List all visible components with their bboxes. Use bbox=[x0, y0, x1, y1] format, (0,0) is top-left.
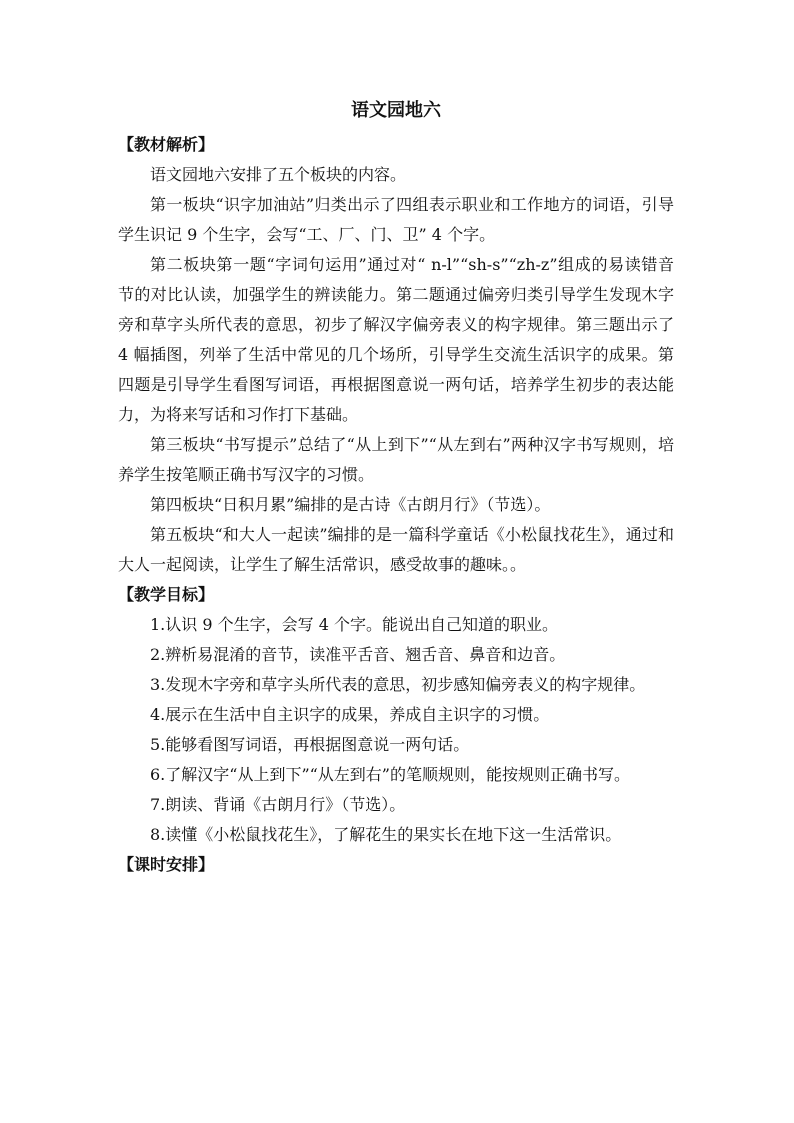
analysis-paragraph: 第三板块“书写提示”总结了“从上到下”“从左到右”两种汉字书写规则，培养学生按笔顺正确书写汉字的习惯。 bbox=[118, 435, 674, 484]
goal-item: 7.朗读、背诵《古朗月行》（节选）。 bbox=[150, 795, 406, 814]
analysis-paragraph: 第二板块第一题“字词句运用”通过对“ n-l”“sh-s”“zh-z”组成的易读错音节的对比认读，加强学生的辨读能力。第二题通过偏旁归类引导学生发现木字旁和草字头所代表的意思，初步了解汉字偏旁表义的构字规律。第三题出示了 4 幅插图，列举了生活中常见的几个场所，引导学生交流生活识字的成果。第四题是引导学生看图写词语，再根据图意说一两句话，培养学生初步的表达能力，为将来写话和习作打下基础。 bbox=[118, 255, 674, 424]
section-heading-textbook-analysis: 【教材解析】 bbox=[118, 135, 215, 154]
goal-item: 8.读懂《小松鼠找花生》，了解花生的果实长在地下这一生活常识。 bbox=[150, 825, 622, 844]
analysis-paragraph: 第一板块“识字加油站”归类出示了四组表示职业和工作地方的词语，引导学生识记 9 个生字，会写“工、厂、门、卫” 4 个字。 bbox=[118, 195, 674, 244]
document-title: 语文园地六 bbox=[351, 100, 441, 121]
document-body bbox=[118, 96, 674, 880]
goal-item: 6.了解汉字“从上到下”“从左到右”的笔顺规则，能按规则正确书写。 bbox=[150, 765, 630, 784]
analysis-paragraph: 第四板块“日积月累”编排的是古诗《古朗月行》（节选）。 bbox=[150, 495, 551, 514]
analysis-paragraph: 语文园地六安排了五个板块的内容。 bbox=[150, 165, 407, 184]
goal-item: 1.认识 9 个生字，会写 4 个字。能说出自己知道的职业。 bbox=[150, 615, 558, 634]
section-heading-class-schedule: 【课时安排】 bbox=[118, 855, 215, 874]
analysis-paragraph: 第五板块“和大人一起读”编排的是一篇科学童话《小松鼠找花生》，通过和大人一起阅读，让学生了解生活常识，感受故事的趣味。。 bbox=[118, 525, 674, 574]
goal-item: 5.能够看图写词语，再根据图意说一两句话。 bbox=[150, 735, 470, 754]
goal-item: 3.发现木字旁和草字头所代表的意思，初步感知偏旁表义的构字规律。 bbox=[150, 675, 646, 694]
goal-item: 4.展示在生活中自主识字的成果，养成自主识字的习惯。 bbox=[150, 705, 550, 724]
section-heading-teaching-goals: 【教学目标】 bbox=[118, 585, 215, 604]
goal-item: 2.辨析易混淆的音节，读准平舌音、翘舌音、鼻音和边音。 bbox=[150, 645, 566, 664]
